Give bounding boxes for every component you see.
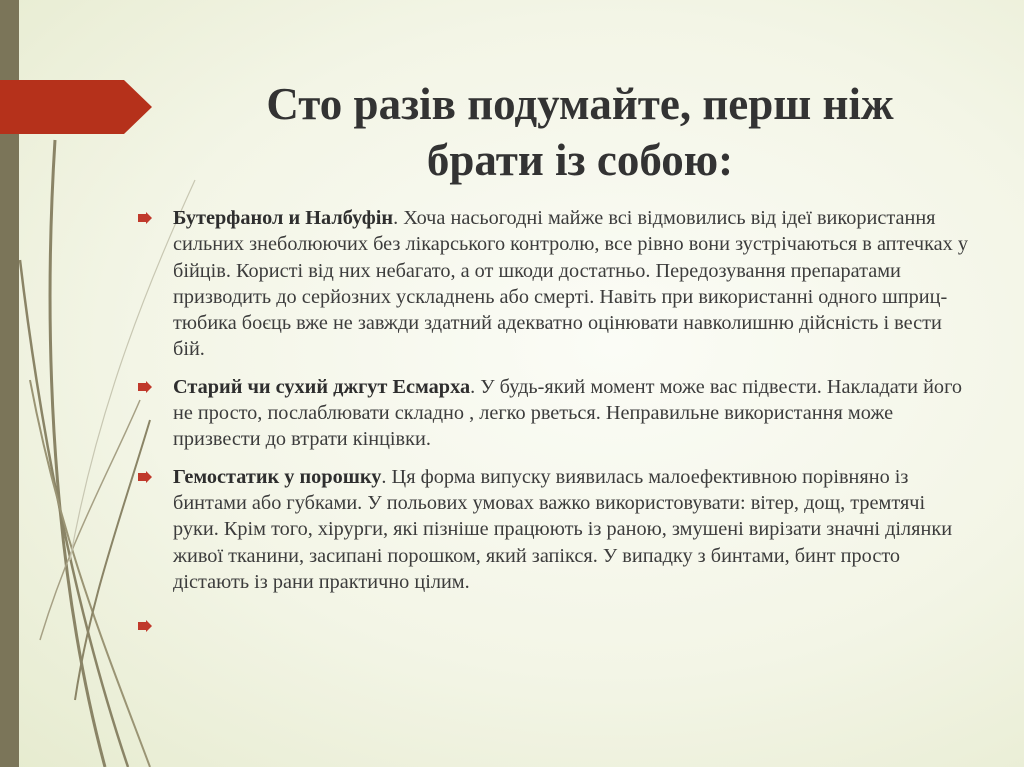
bullet-item bbox=[138, 205, 968, 363]
bullet-text: . Ця форма випуску виявилась малоефективною порівняно із бинтами або губками. У польових умовах важко використовувати: вітер, дощ, тремтячі руки. Крім того, хірурги, які пізніше працюють із раною, змушені вирізати значні ділянки живої тканини, засипані порошком, який запікся. У випадку з бинтами, бинт просто дістають із рани практично цілим. bbox=[173, 465, 953, 593]
bullet-item-empty bbox=[138, 613, 968, 639]
bullet-text: . У будь-який момент може вас підвести. Накладати його не просто, послаблювати складно , легко рветься. Неправильне використання може призвести до втрати кінцівки. bbox=[173, 375, 963, 451]
slide-title: Сто разів подумайте, перш ніж брати із собою: bbox=[266, 79, 894, 185]
bullet-term: Гемостатик у порошку bbox=[173, 465, 382, 488]
bullet-item bbox=[138, 464, 968, 595]
arrow-bullet-icon bbox=[138, 381, 152, 393]
bullet-term: Старий чи сухий джгут Есмарха bbox=[173, 375, 471, 398]
arrow-bullet-icon bbox=[138, 471, 152, 483]
title-arrow-tab bbox=[0, 80, 152, 134]
bullet-item bbox=[138, 374, 968, 453]
bullet-term: Бутерфанол и Налбуфін bbox=[173, 207, 394, 229]
bullet-text: . Хоча насьогодні майже всі відмовились від ідеї використання сильних знеболюючих без лікарського контролю, все рівно вони зустрічаються в аптечках у бійців. Користі від них небагато, а от шкоди достатньо. Передозування препаратами призводить до серйозних ускладнень або смерті. Навіть при використанні одного шприц-тюбика боєць вже не завжди здатний адекватно оцінювати навколишню дійсність і вести бій. bbox=[173, 207, 968, 361]
arrow-bullet-icon bbox=[138, 620, 152, 632]
bullet-list bbox=[138, 205, 968, 650]
arrow-bullet-icon bbox=[138, 212, 152, 224]
